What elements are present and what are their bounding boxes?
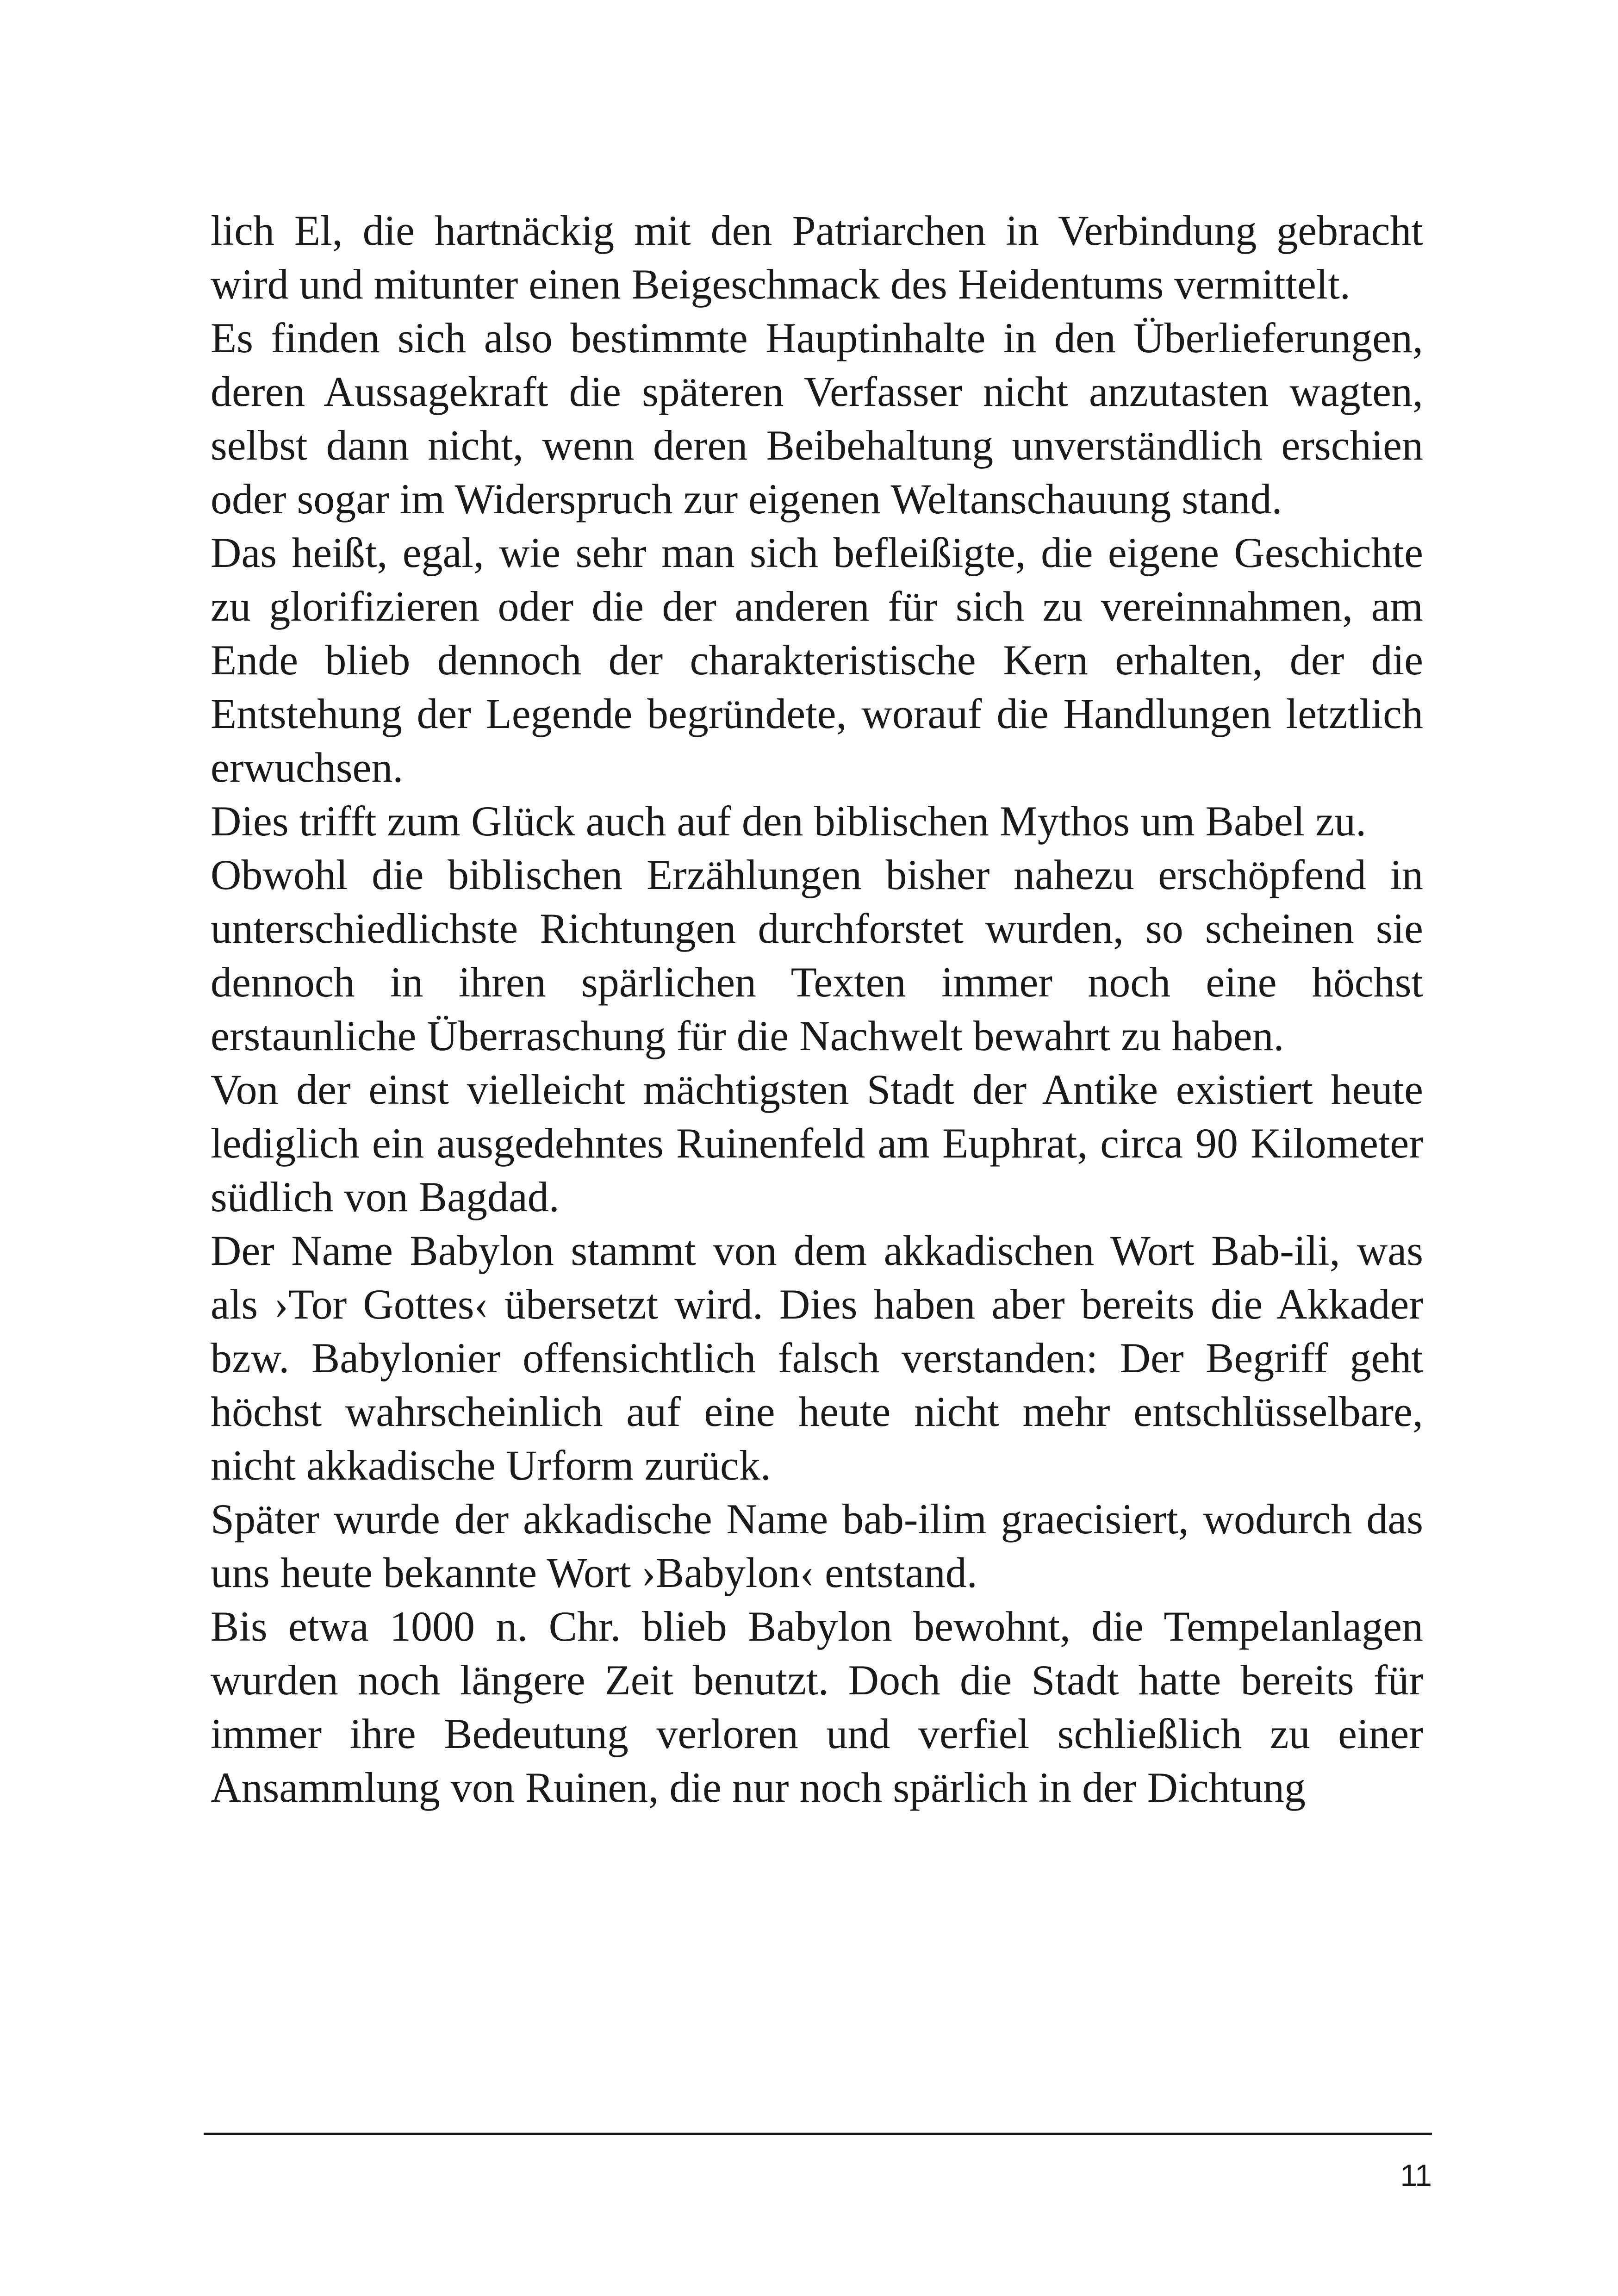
paragraph: Obwohl die biblischen Erzählungen bisher nahezu erschöpfend in unterschiedlichste Richtungen durchforstet wurden, so scheinen sie dennoch in ihren spärlichen Texten immer noch eine höchst erstaunliche Überraschung für die Nachwelt bewahrt zu haben. bbox=[211, 851, 1423, 1059]
paragraph: Später wurde der akkadische Name bab-ilim graecisiert, wodurch das uns heute bekannte Wort ›Babylon‹ entstand. bbox=[211, 1495, 1423, 1596]
paragraph: Der Name Babylon stammt von dem akkadischen Wort Bab-ili, was als ›Tor Gottes‹ übersetzt wird. Dies haben aber bereits die Akkader bzw. Babylonier offensichtlich falsch verstanden: Der Begriff geht höchst wahrscheinlich auf eine heute nicht mehr entschlüsselbare, nicht akkadische Urform zurück. bbox=[211, 1227, 1423, 1489]
body-text bbox=[211, 204, 1423, 1814]
paragraph: Das heißt, egal, wie sehr man sich befleißigte, die eigene Geschichte zu glorifizieren oder die der anderen für sich zu vereinnahmen, am Ende blieb dennoch der charakteristische Kern erhalten, der die Entstehung der Legende begründete, worauf die Handlungen letztlich erwuchsen. bbox=[211, 529, 1423, 791]
paragraph: Dies trifft zum Glück auch auf den biblischen Mythos um Babel zu. bbox=[211, 797, 1367, 845]
footer-divider bbox=[204, 2133, 1432, 2135]
paragraph: Bis etwa 1000 n. Chr. blieb Babylon bewohnt, die Tempelanlagen wurden noch längere Zeit benutzt. Doch die Stadt hatte bereits für immer ihre Bedeutung verloren und verfiel schließlich zu einer Ansammlung von Ruinen, die nur noch spärlich in der Dichtung bbox=[211, 1603, 1423, 1811]
paragraph: Es finden sich also bestimmte Hauptinhalte in den Überlieferungen, deren Aussagekraft die späteren Verfasser nicht anzutasten wagten, selbst dann nicht, wenn deren Beibehaltung unverständlich erschien oder sogar im Widerspruch zur eigenen Weltanschauung stand. bbox=[211, 314, 1423, 523]
paragraph: lich El, die hartnäckig mit den Patriarchen in Verbindung gebracht wird und mitunter einen Beigeschmack des Heidentums vermittelt. bbox=[211, 207, 1423, 308]
paragraph: Von der einst vielleicht mächtigsten Stadt der Antike existiert heute lediglich ein ausgedehntes Ruinenfeld am Euphrat, circa 90 Kilometer südlich von Bagdad. bbox=[211, 1066, 1423, 1220]
page-number: 11 bbox=[1400, 2158, 1432, 2192]
